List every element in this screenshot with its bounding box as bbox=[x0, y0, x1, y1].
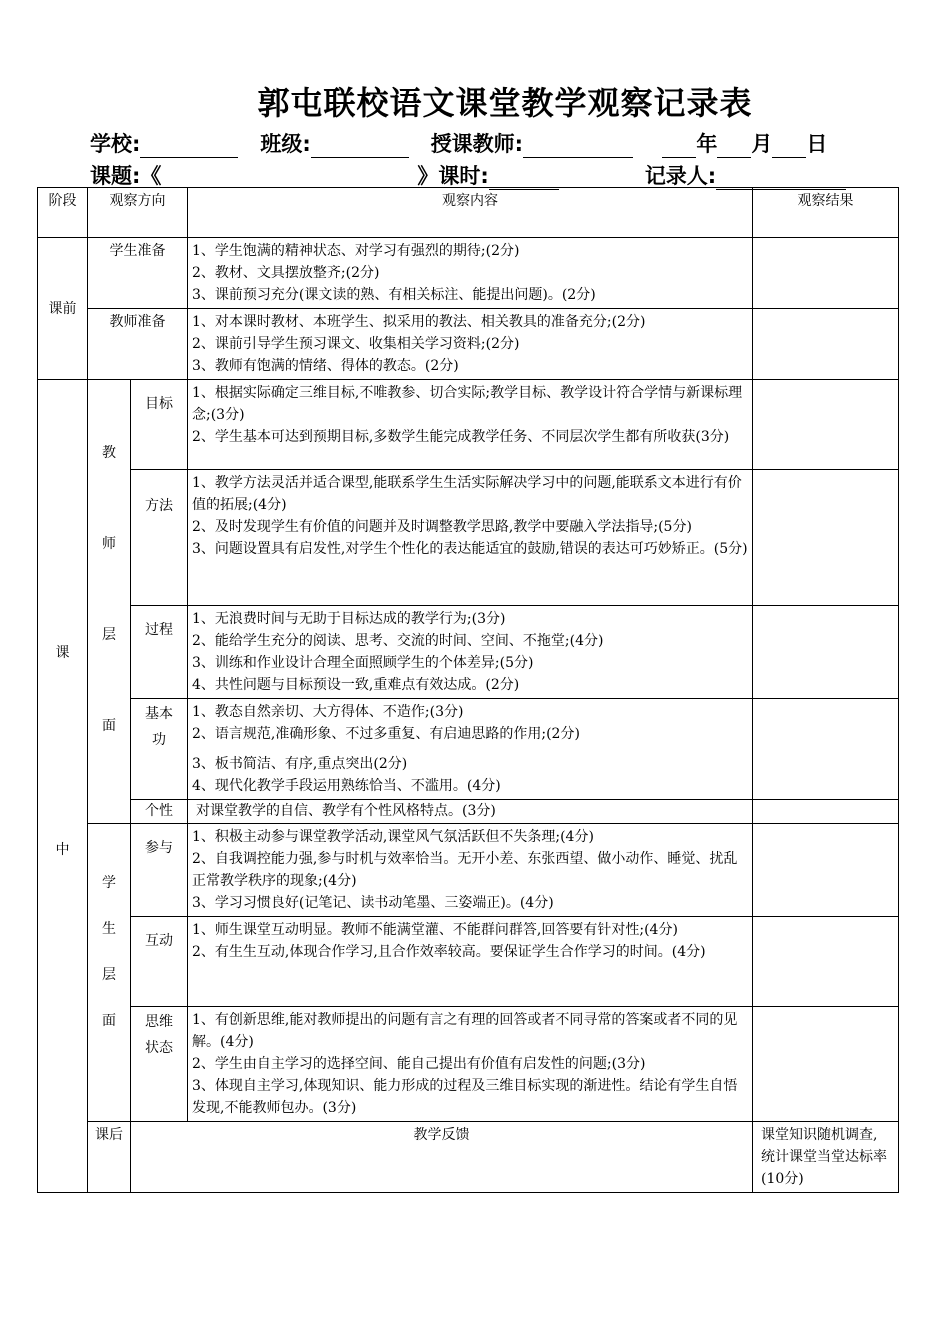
month-blank[interactable] bbox=[717, 137, 751, 158]
content-thinking bbox=[188, 1007, 753, 1122]
table-row bbox=[38, 917, 899, 1007]
list-item: 2、有生生互动,体现合作学习,且合作效率较高。要保证学生合作学习的时间。(4分) bbox=[192, 944, 706, 960]
list-item: 3、学习习惯良好(记笔记、读书动笔墨、三姿端正)。(4分) bbox=[192, 895, 554, 911]
table-row bbox=[38, 1122, 899, 1193]
school-label: 学校: bbox=[90, 132, 141, 156]
list-item: 1、有创新思维,能对教师提出的问题有言之有理的回答或者不同寻常的答案或者不同的见解。(4分) bbox=[192, 1012, 738, 1050]
list-item: 2、自我调控能力强,参与时机与效率恰当。无开小差、东张西望、做小动作、睡觉、扰乱正常教学秩序的现象;(4分) bbox=[192, 851, 738, 889]
direction-student-prep: 学生准备 bbox=[88, 238, 188, 309]
content-personality bbox=[188, 800, 753, 824]
year-label: 年 bbox=[696, 132, 718, 156]
content-basics bbox=[188, 699, 753, 800]
header-direction: 观察方向 bbox=[88, 188, 188, 238]
table-row bbox=[38, 800, 899, 824]
school-blank[interactable] bbox=[140, 137, 238, 158]
list-item: 2、学生由自主学习的选择空间、能自己提出有价值有启发性的问题;(3分) bbox=[192, 1056, 646, 1072]
month-label: 月 bbox=[751, 132, 773, 156]
day-label: 日 bbox=[806, 132, 828, 156]
year-blank[interactable] bbox=[662, 137, 696, 158]
topic-close-label: 》课时: bbox=[417, 164, 489, 188]
class-label: 班级: bbox=[260, 132, 311, 156]
list-item: 2、学生基本可达到预期目标,多数学生能完成教学任务、不同层次学生都有所收获(3分) bbox=[192, 429, 730, 445]
table-row bbox=[38, 238, 899, 309]
content-goal bbox=[188, 380, 753, 470]
teacher-side-label: 教师层面 bbox=[102, 445, 116, 734]
list-item: 2、教材、文具摆放整齐;(2分) bbox=[192, 265, 380, 281]
header-stage: 阶段 bbox=[38, 188, 88, 238]
teacher-side bbox=[88, 380, 131, 824]
direction-basics: 基本功 bbox=[131, 699, 188, 800]
list-item: 2、能给学生充分的阅读、思考、交流的时间、空间、不拖堂;(4分) bbox=[192, 633, 604, 649]
list-item: 1、无浪费时间与无助于目标达成的教学行为;(3分) bbox=[192, 611, 506, 627]
list-item: 3、板书简洁、有序,重点突出(2分) bbox=[192, 756, 408, 772]
table-row bbox=[38, 824, 899, 917]
list-item: 3、体现自主学习,体现知识、能力形成的过程及三维目标实现的渐进性。结论有学生自悟发现,不能教师包办。(3分) bbox=[192, 1078, 738, 1116]
result-cell[interactable] bbox=[753, 470, 899, 606]
direction-goal: 目标 bbox=[131, 380, 188, 470]
result-cell[interactable] bbox=[753, 800, 899, 824]
list-item: 1、师生课堂互动明显。教师不能满堂灌、不能群问群答,回答要有针对性;(4分) bbox=[192, 922, 678, 938]
header-line-1 bbox=[90, 128, 827, 158]
table-row bbox=[38, 309, 899, 380]
table-header-row bbox=[38, 188, 899, 238]
list-item: 1、对本课时教材、本班学生、拟采用的教法、相关教具的准备充分;(2分) bbox=[192, 314, 646, 330]
header-line-2 bbox=[90, 160, 846, 190]
content-feedback bbox=[753, 1122, 899, 1193]
content-participation bbox=[188, 824, 753, 917]
list-item: 2、语言规范,准确形象、不过多重复、有启迪思路的作用;(2分) bbox=[192, 726, 580, 742]
direction-feedback: 教学反馈 bbox=[131, 1122, 753, 1193]
list-item: 3、课前预习充分(课文读的熟、有相关标注、能提出问题)。(2分) bbox=[192, 287, 596, 303]
recorder-label: 记录人: bbox=[644, 164, 717, 188]
list-item: 1、教学方法灵活并适合课型,能联系学生生活实际解决学习中的问题,能联系文本进行有价值的拓展;(4分) bbox=[192, 475, 742, 513]
result-cell[interactable] bbox=[753, 824, 899, 917]
direction-teacher-prep: 教师准备 bbox=[88, 309, 188, 380]
header-result: 观察结果 bbox=[753, 188, 899, 238]
page-title: 郭屯联校语文课堂教学观察记录表 bbox=[257, 84, 753, 122]
direction-process: 过程 bbox=[131, 606, 188, 699]
observation-table bbox=[37, 187, 899, 1193]
direction-personality: 个性 bbox=[131, 800, 188, 824]
stage-during-char-2: 中 bbox=[55, 842, 70, 858]
table-row bbox=[38, 606, 899, 699]
stage-during bbox=[38, 380, 88, 1193]
list-item: 对课堂教学的自信、教学有个性风格特点。(3分) bbox=[196, 803, 496, 819]
result-cell[interactable] bbox=[753, 380, 899, 470]
result-cell[interactable] bbox=[753, 917, 899, 1007]
result-cell[interactable] bbox=[753, 1007, 899, 1122]
header-content: 观察内容 bbox=[188, 188, 753, 238]
content-method bbox=[188, 470, 753, 606]
stage-during-char-1: 课 bbox=[55, 645, 70, 661]
table-row bbox=[38, 1007, 899, 1122]
list-item: 3、问题设置具有启发性,对学生个性化的表达能适宜的鼓励,错误的表达可巧妙矫正。(5分) bbox=[192, 541, 748, 557]
direction-participation: 参与 bbox=[131, 824, 188, 917]
topic-label: 课题:《 bbox=[90, 164, 162, 188]
list-item: 课堂知识随机调查,统计课堂当堂达标率(10分) bbox=[761, 1127, 887, 1187]
teacher-label: 授课教师: bbox=[430, 132, 524, 156]
content-process bbox=[188, 606, 753, 699]
result-cell[interactable] bbox=[753, 699, 899, 800]
direction-method: 方法 bbox=[131, 470, 188, 606]
content-student-prep bbox=[188, 238, 753, 309]
stage-before: 课前 bbox=[38, 238, 88, 380]
content-teacher-prep bbox=[188, 309, 753, 380]
direction-thinking: 思维状态 bbox=[131, 1007, 188, 1122]
list-item: 2、课前引导学生预习课文、收集相关学习资料;(2分) bbox=[192, 336, 520, 352]
list-item: 4、现代化教学手段运用熟练恰当、不滥用。(4分) bbox=[192, 778, 501, 794]
list-item: 2、及时发现学生有价值的问题并及时调整教学思路,教学中要融入学法指导;(5分) bbox=[192, 519, 692, 535]
student-side bbox=[88, 824, 131, 1122]
table-row bbox=[38, 470, 899, 606]
student-side-label: 学生层面 bbox=[102, 875, 116, 1029]
class-blank[interactable] bbox=[311, 137, 409, 158]
list-item: 3、教师有饱满的情绪、得体的教态。(2分) bbox=[192, 358, 459, 374]
list-item: 3、训练和作业设计合理全面照顾学生的个体差异;(5分) bbox=[192, 655, 534, 671]
table-row bbox=[38, 699, 899, 800]
stage-after: 课后 bbox=[88, 1122, 131, 1193]
result-cell[interactable] bbox=[753, 606, 899, 699]
day-blank[interactable] bbox=[772, 137, 806, 158]
list-item: 1、教态自然亲切、大方得体、不造作;(3分) bbox=[192, 704, 464, 720]
teacher-blank[interactable] bbox=[523, 137, 633, 158]
direction-interaction: 互动 bbox=[131, 917, 188, 1007]
result-cell[interactable] bbox=[753, 238, 899, 309]
list-item: 1、学生饱满的精神状态、对学习有强烈的期待;(2分) bbox=[192, 243, 520, 259]
list-item: 4、共性问题与目标预设一致,重难点有效达成。(2分) bbox=[192, 677, 520, 693]
list-item: 1、积极主动参与课堂教学活动,课堂风气氛活跃但不失条理;(4分) bbox=[192, 829, 594, 845]
result-cell[interactable] bbox=[753, 309, 899, 380]
list-item: 1、根据实际确定三维目标,不唯教参、切合实际;教学目标、教学设计符合学情与新课标理念;(3分) bbox=[192, 385, 743, 423]
content-interaction bbox=[188, 917, 753, 1007]
table-row bbox=[38, 380, 899, 470]
